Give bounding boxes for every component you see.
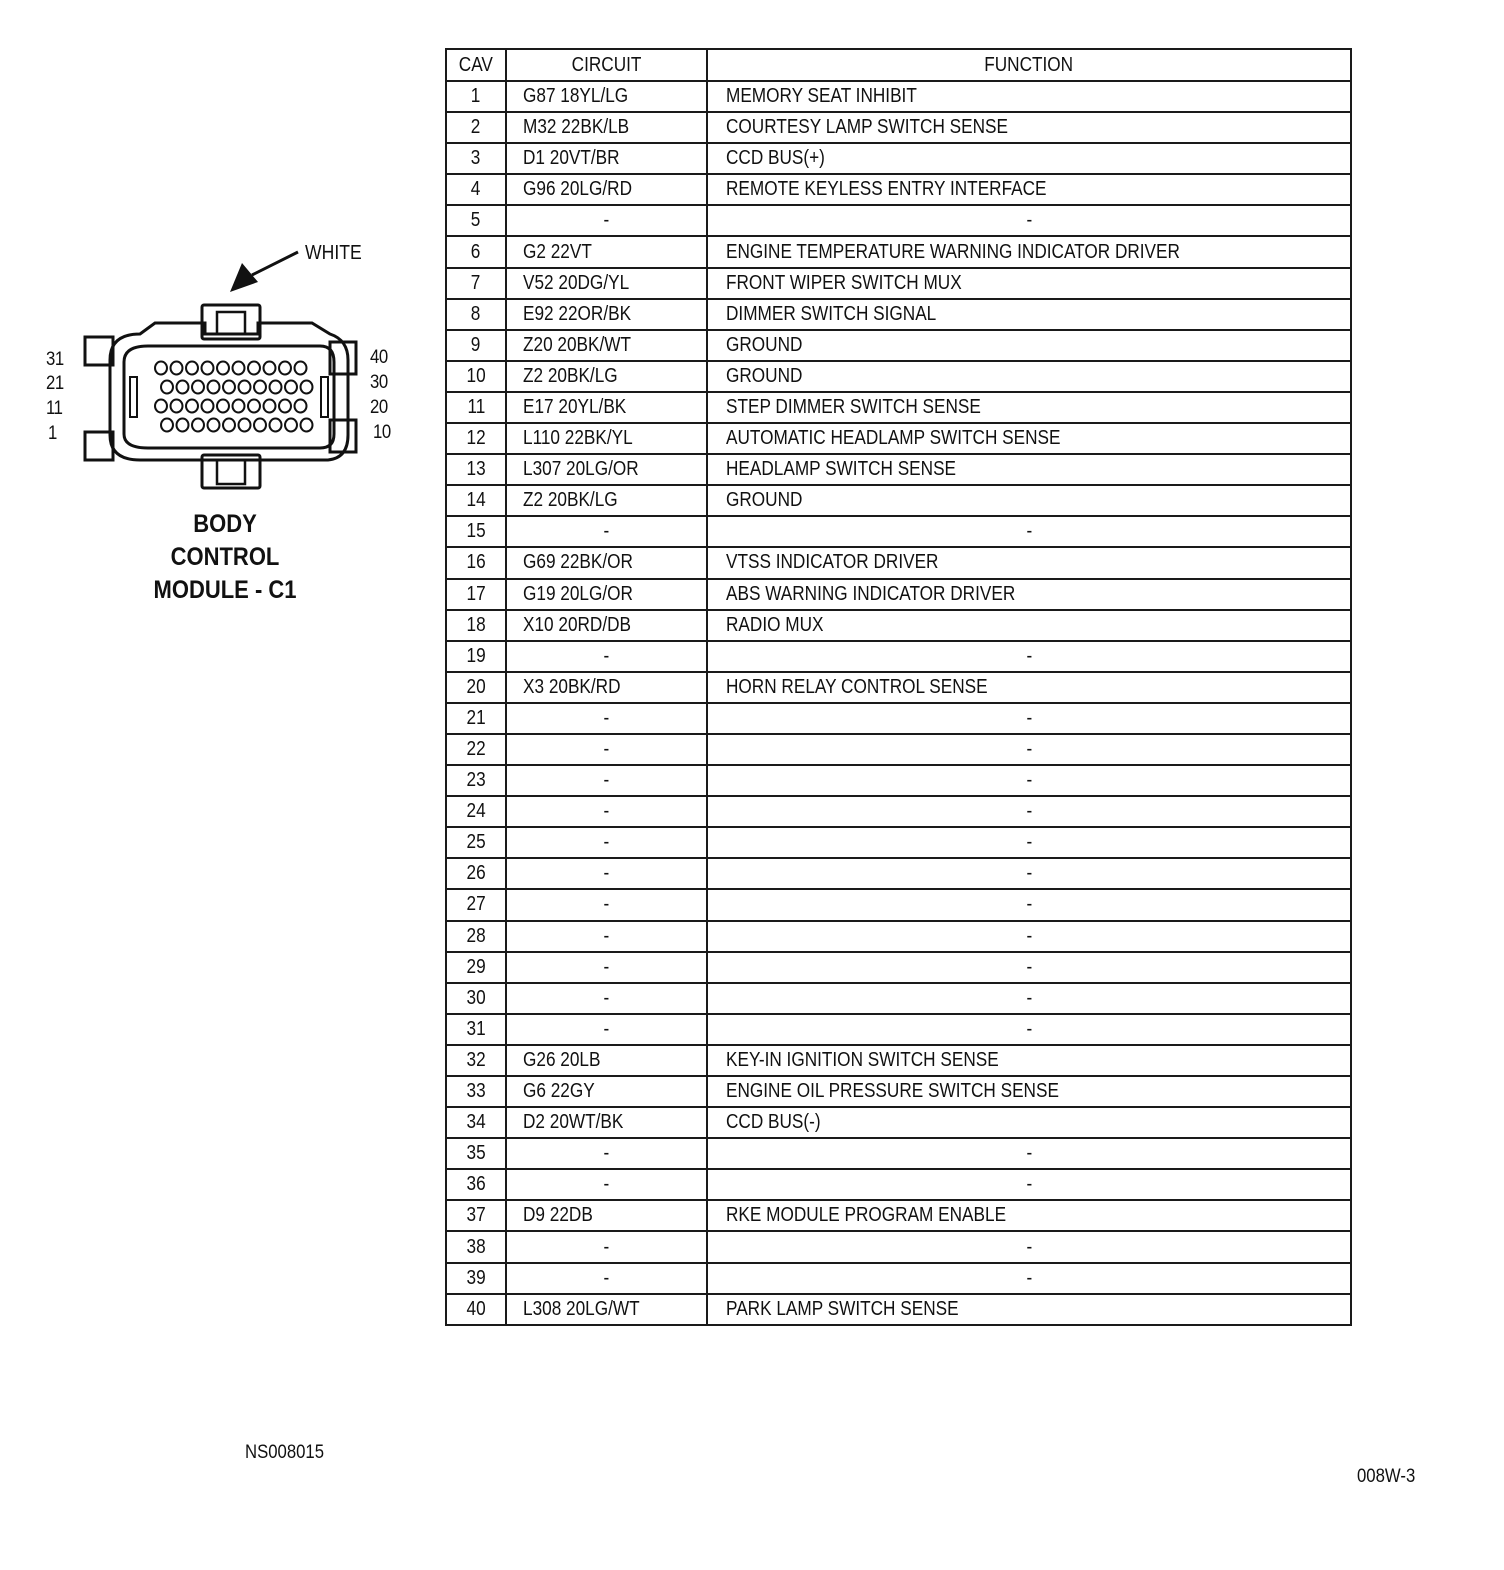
function-cell: AUTOMATIC HEADLAMP SWITCH SENSE xyxy=(707,423,1351,454)
cav-cell: 29 xyxy=(446,952,506,983)
table-row xyxy=(446,1014,1351,1045)
cav-cell: 14 xyxy=(446,485,506,516)
table-row xyxy=(446,765,1351,796)
module-title-line: MODULE - C1 xyxy=(153,576,297,604)
pin-label-31: 31 xyxy=(46,349,64,370)
table-row xyxy=(446,1294,1351,1325)
function-cell: DIMMER SWITCH SIGNAL xyxy=(707,299,1351,330)
circuit-cell: - xyxy=(506,641,707,672)
header-function: FUNCTION xyxy=(707,49,1351,81)
page-code: 008W-3 xyxy=(1357,1466,1416,1487)
circuit-cell: - xyxy=(506,827,707,858)
function-cell: - xyxy=(707,703,1351,734)
cav-cell: 31 xyxy=(446,1014,506,1045)
function-cell: RADIO MUX xyxy=(707,610,1351,641)
circuit-cell: - xyxy=(506,983,707,1014)
table-row xyxy=(446,423,1351,454)
pin-hole xyxy=(264,400,276,413)
pin-hole xyxy=(279,400,291,413)
function-cell: - xyxy=(707,205,1351,236)
pinout-table xyxy=(445,48,1352,1326)
pin-hole xyxy=(279,362,291,375)
table-row xyxy=(446,1200,1351,1231)
function-cell: - xyxy=(707,1263,1351,1294)
function-cell: - xyxy=(707,952,1351,983)
pin-hole xyxy=(295,362,307,375)
pin-label-21: 21 xyxy=(46,373,64,394)
pin-hole xyxy=(301,381,313,394)
function-cell: - xyxy=(707,983,1351,1014)
pin-hole xyxy=(285,419,297,432)
pin-hole xyxy=(186,400,198,413)
pin-hole xyxy=(248,400,260,413)
cav-cell: 28 xyxy=(446,921,506,952)
pin-label-20: 20 xyxy=(370,397,388,418)
pin-hole xyxy=(301,419,313,432)
circuit-cell: X10 20RD/DB xyxy=(506,610,707,641)
function-cell: FRONT WIPER SWITCH MUX xyxy=(707,268,1351,299)
circuit-cell: Z2 20BK/LG xyxy=(506,485,707,516)
function-cell: - xyxy=(707,889,1351,920)
connector-color-label: WHITE xyxy=(305,242,362,264)
circuit-cell: X3 20BK/RD xyxy=(506,672,707,703)
table-row xyxy=(446,672,1351,703)
function-cell: ABS WARNING INDICATOR DRIVER xyxy=(707,579,1351,610)
pin-hole xyxy=(254,419,266,432)
cav-cell: 13 xyxy=(446,454,506,485)
pin-hole xyxy=(202,362,214,375)
table-row xyxy=(446,1263,1351,1294)
pin-hole xyxy=(192,381,204,394)
function-cell: COURTESY LAMP SWITCH SENSE xyxy=(707,112,1351,143)
pin-hole xyxy=(285,381,297,394)
pin-hole xyxy=(177,419,189,432)
circuit-cell: - xyxy=(506,1263,707,1294)
header-circuit: CIRCUIT xyxy=(506,49,707,81)
table-row xyxy=(446,1138,1351,1169)
table-header-row xyxy=(446,49,1351,81)
table-row xyxy=(446,1045,1351,1076)
pointer-arrow-icon xyxy=(230,252,298,292)
cav-cell: 23 xyxy=(446,765,506,796)
cav-cell: 4 xyxy=(446,174,506,205)
pin-hole xyxy=(161,419,173,432)
function-cell: RKE MODULE PROGRAM ENABLE xyxy=(707,1200,1351,1231)
circuit-cell: M32 22BK/LB xyxy=(506,112,707,143)
cav-cell: 8 xyxy=(446,299,506,330)
table-row xyxy=(446,112,1351,143)
pin-hole xyxy=(208,381,220,394)
table-row xyxy=(446,205,1351,236)
pin-label-11: 11 xyxy=(46,398,63,419)
cav-cell: 15 xyxy=(446,516,506,547)
cav-cell: 26 xyxy=(446,858,506,889)
table-row xyxy=(446,610,1351,641)
table-row xyxy=(446,703,1351,734)
cav-cell: 22 xyxy=(446,734,506,765)
function-cell: - xyxy=(707,1169,1351,1200)
circuit-cell: - xyxy=(506,1138,707,1169)
circuit-cell: D2 20WT/BK xyxy=(506,1107,707,1138)
cav-cell: 18 xyxy=(446,610,506,641)
circuit-cell: L308 20LG/WT xyxy=(506,1294,707,1325)
cav-cell: 36 xyxy=(446,1169,506,1200)
circuit-cell: - xyxy=(506,889,707,920)
function-cell: REMOTE KEYLESS ENTRY INTERFACE xyxy=(707,174,1351,205)
cav-cell: 11 xyxy=(446,392,506,423)
pin-hole xyxy=(192,419,204,432)
table-row xyxy=(446,516,1351,547)
table-row xyxy=(446,361,1351,392)
pin-hole xyxy=(171,362,183,375)
cav-cell: 20 xyxy=(446,672,506,703)
table-row xyxy=(446,579,1351,610)
cav-cell: 17 xyxy=(446,579,506,610)
pin-hole xyxy=(155,362,167,375)
function-cell: STEP DIMMER SWITCH SENSE xyxy=(707,392,1351,423)
cav-cell: 9 xyxy=(446,330,506,361)
pin-hole xyxy=(270,419,282,432)
circuit-cell: - xyxy=(506,952,707,983)
circuit-cell: Z2 20BK/LG xyxy=(506,361,707,392)
circuit-cell: G87 18YL/LG xyxy=(506,81,707,112)
circuit-cell: - xyxy=(506,921,707,952)
table-row xyxy=(446,330,1351,361)
pin-hole xyxy=(248,362,260,375)
cav-cell: 37 xyxy=(446,1200,506,1231)
cav-cell: 7 xyxy=(446,268,506,299)
cav-cell: 10 xyxy=(446,361,506,392)
pin-hole xyxy=(254,381,266,394)
function-cell: - xyxy=(707,765,1351,796)
function-cell: - xyxy=(707,641,1351,672)
cav-cell: 2 xyxy=(446,112,506,143)
function-cell: - xyxy=(707,734,1351,765)
pin-hole xyxy=(177,381,189,394)
pin-hole xyxy=(208,419,220,432)
cav-cell: 6 xyxy=(446,236,506,267)
circuit-cell: - xyxy=(506,1169,707,1200)
function-cell: - xyxy=(707,516,1351,547)
table-row xyxy=(446,81,1351,112)
table-row xyxy=(446,485,1351,516)
pin-label-1: 1 xyxy=(48,423,57,444)
pin-holes xyxy=(155,362,313,432)
function-cell: CCD BUS(+) xyxy=(707,143,1351,174)
cav-cell: 27 xyxy=(446,889,506,920)
function-cell: ENGINE OIL PRESSURE SWITCH SENSE xyxy=(707,1076,1351,1107)
table-row xyxy=(446,1231,1351,1262)
pin-hole xyxy=(239,381,251,394)
module-title xyxy=(133,508,318,607)
function-cell: KEY-IN IGNITION SWITCH SENSE xyxy=(707,1045,1351,1076)
function-cell: HORN RELAY CONTROL SENSE xyxy=(707,672,1351,703)
table-row xyxy=(446,1169,1351,1200)
table-row xyxy=(446,858,1351,889)
table-row xyxy=(446,641,1351,672)
cav-cell: 32 xyxy=(446,1045,506,1076)
table-row xyxy=(446,454,1351,485)
circuit-cell: - xyxy=(506,205,707,236)
circuit-cell: V52 20DG/YL xyxy=(506,268,707,299)
module-title-line: BODY xyxy=(193,510,257,538)
cav-cell: 3 xyxy=(446,143,506,174)
function-cell: - xyxy=(707,921,1351,952)
table-row xyxy=(446,547,1351,578)
function-cell: - xyxy=(707,1138,1351,1169)
table-row xyxy=(446,796,1351,827)
table-row xyxy=(446,236,1351,267)
cav-cell: 19 xyxy=(446,641,506,672)
circuit-cell: - xyxy=(506,858,707,889)
pin-hole xyxy=(264,362,276,375)
circuit-cell: - xyxy=(506,1014,707,1045)
pin-hole xyxy=(270,381,282,394)
table-row xyxy=(446,143,1351,174)
table-row xyxy=(446,268,1351,299)
pin-label-10: 10 xyxy=(373,422,391,443)
circuit-cell: G6 22GY xyxy=(506,1076,707,1107)
pin-hole xyxy=(223,419,235,432)
function-cell: - xyxy=(707,1014,1351,1045)
cav-cell: 24 xyxy=(446,796,506,827)
circuit-cell: - xyxy=(506,516,707,547)
table-row xyxy=(446,299,1351,330)
circuit-cell: G2 22VT xyxy=(506,236,707,267)
pin-hole xyxy=(239,419,251,432)
cav-cell: 12 xyxy=(446,423,506,454)
circuit-cell: G69 22BK/OR xyxy=(506,547,707,578)
function-cell: GROUND xyxy=(707,330,1351,361)
circuit-cell: D1 20VT/BR xyxy=(506,143,707,174)
circuit-cell: Z20 20BK/WT xyxy=(506,330,707,361)
table-row xyxy=(446,921,1351,952)
function-cell: - xyxy=(707,827,1351,858)
circuit-cell: - xyxy=(506,703,707,734)
circuit-cell: L110 22BK/YL xyxy=(506,423,707,454)
circuit-cell: E92 22OR/BK xyxy=(506,299,707,330)
pin-label-30: 30 xyxy=(370,372,388,393)
table-row xyxy=(446,952,1351,983)
circuit-cell: - xyxy=(506,1231,707,1262)
cav-cell: 5 xyxy=(446,205,506,236)
cav-cell: 25 xyxy=(446,827,506,858)
connector-diagram xyxy=(30,230,410,500)
pin-hole xyxy=(217,400,229,413)
function-cell: MEMORY SEAT INHIBIT xyxy=(707,81,1351,112)
table-row xyxy=(446,1107,1351,1138)
cav-cell: 35 xyxy=(446,1138,506,1169)
pin-hole xyxy=(217,362,229,375)
pin-hole xyxy=(233,400,245,413)
circuit-cell: G19 20LG/OR xyxy=(506,579,707,610)
pin-hole xyxy=(171,400,183,413)
cav-cell: 34 xyxy=(446,1107,506,1138)
cav-cell: 30 xyxy=(446,983,506,1014)
table-row xyxy=(446,827,1351,858)
circuit-cell: G96 20LG/RD xyxy=(506,174,707,205)
function-cell: GROUND xyxy=(707,485,1351,516)
function-cell: CCD BUS(-) xyxy=(707,1107,1351,1138)
function-cell: ENGINE TEMPERATURE WARNING INDICATOR DRIVER xyxy=(707,236,1351,267)
pin-hole xyxy=(233,362,245,375)
pin-hole xyxy=(295,400,307,413)
function-cell: GROUND xyxy=(707,361,1351,392)
table-row xyxy=(446,734,1351,765)
circuit-cell: - xyxy=(506,765,707,796)
function-cell: - xyxy=(707,1231,1351,1262)
function-cell: - xyxy=(707,858,1351,889)
table-row xyxy=(446,1076,1351,1107)
circuit-cell: - xyxy=(506,796,707,827)
function-cell: - xyxy=(707,796,1351,827)
pin-label-40: 40 xyxy=(370,347,388,368)
cav-cell: 33 xyxy=(446,1076,506,1107)
circuit-cell: L307 20LG/OR xyxy=(506,454,707,485)
pin-hole xyxy=(155,400,167,413)
pin-hole xyxy=(202,400,214,413)
cav-cell: 21 xyxy=(446,703,506,734)
function-cell: VTSS INDICATOR DRIVER xyxy=(707,547,1351,578)
header-cav: CAV xyxy=(446,49,506,81)
pin-hole xyxy=(186,362,198,375)
circuit-cell: - xyxy=(506,734,707,765)
cav-cell: 38 xyxy=(446,1231,506,1262)
cav-cell: 16 xyxy=(446,547,506,578)
cav-cell: 40 xyxy=(446,1294,506,1325)
circuit-cell: G26 20LB xyxy=(506,1045,707,1076)
table-row xyxy=(446,174,1351,205)
figure-id: NS008015 xyxy=(245,1442,325,1463)
table-row xyxy=(446,889,1351,920)
cav-cell: 39 xyxy=(446,1263,506,1294)
pin-hole xyxy=(161,381,173,394)
circuit-cell: E17 20YL/BK xyxy=(506,392,707,423)
cav-cell: 1 xyxy=(446,81,506,112)
function-cell: HEADLAMP SWITCH SENSE xyxy=(707,454,1351,485)
table-row xyxy=(446,392,1351,423)
module-title-line: CONTROL xyxy=(170,543,280,571)
pin-hole xyxy=(223,381,235,394)
function-cell: PARK LAMP SWITCH SENSE xyxy=(707,1294,1351,1325)
table-row xyxy=(446,983,1351,1014)
circuit-cell: D9 22DB xyxy=(506,1200,707,1231)
